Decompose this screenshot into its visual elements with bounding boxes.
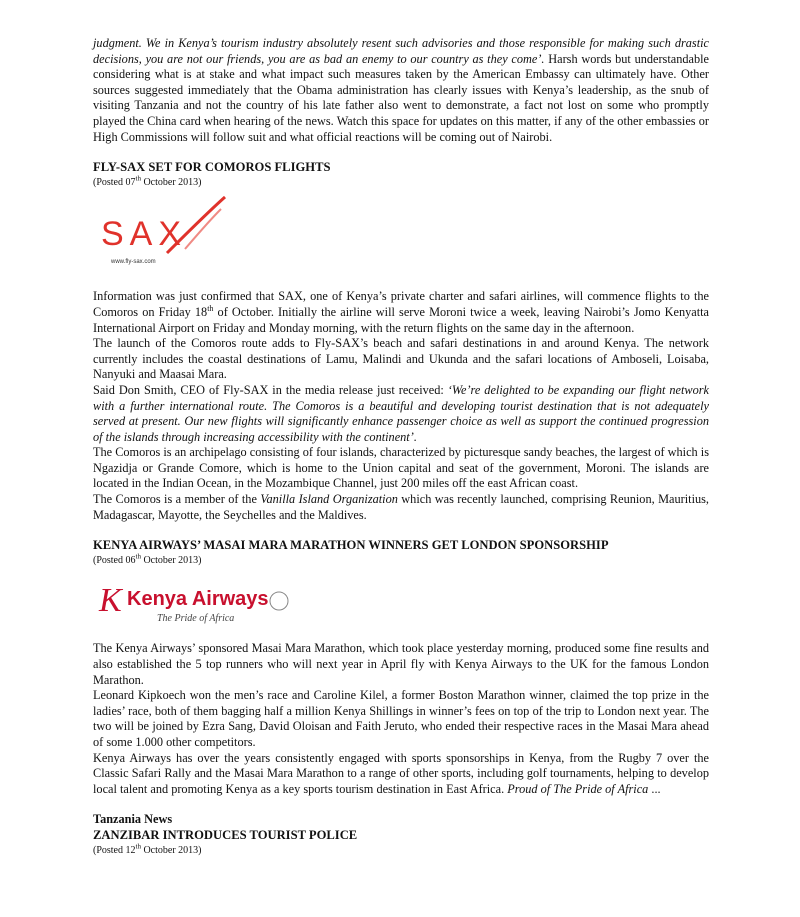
sax-paragraph-2: The launch of the Comoros route adds to Fly-SAX’s beach and safari destinations in and around Kenya. The network currently includes the coastal destinations of Lamu, Malindi and Ukunda and the safari locations of Amboseli, Loisaba, Nanyuki and Maasai Mara. (93, 336, 709, 382)
sax-logo-url: www.fly-sax.com (111, 258, 156, 265)
kq-paragraph-1: The Kenya Airways’ sponsored Masai Mara Marathon, which took place yesterday morning, produced some fine results and also established the 5 top runners who will next year in April fly with Kenya Airways to the UK for the famous London Marathon. (93, 641, 709, 687)
kq-logo-text: Kenya Airways (127, 587, 269, 610)
tz-posted-date: (Posted 12th October 2013) (93, 842, 202, 856)
sax-logo (97, 193, 227, 273)
kq-paragraph-3: Kenya Airways has over the years consistently engaged with sports sponsorships in Kenya, from the Rugby 7 over the Classic Safari Rally and the Masai Mara Marathon to a range of other sports, including golf tournaments, helping to develop local talent and promoting Kenya as a key sports tourism destination in East Africa. Proud of The Pride of Africa ... (93, 750, 709, 796)
skyteam-icon (270, 592, 288, 610)
sax-logo-text: SAX (101, 214, 188, 253)
sax-paragraph-5: The Comoros is a member of the Vanilla Island Organization which was recently launched, comprising Reunion, Mauritius, Madagascar, Mayotte, the Seychelles and the Maldives. (93, 492, 709, 522)
intro-paragraph (93, 36, 709, 145)
kq-paragraph-2: Leonard Kipkoech won the men’s race and Caroline Kilel, a former Boston Marathon winner, claimed the top prize in the ladies’ race, both of them bagging half a million Kenya Shillings in winner’s fees on top of the trip to London next year. The two will be joined by Ezra Sang, David Oloisan and Faith Jeruto, who ended their respective races in the Masai Mara ahead of some 1.000 other competitors. (93, 688, 709, 749)
kq-logo-tagline: The Pride of Africa (157, 612, 235, 624)
sax-posted-date: (Posted 07th October 2013) (93, 174, 202, 188)
kq-headline: KENYA AIRWAYS’ MASAI MARA MARATHON WINNERS GET LONDON SPONSORSHIP (93, 538, 609, 553)
kenya-airways-logo (97, 577, 297, 625)
tanzania-section-label: Tanzania News (93, 812, 173, 827)
sax-paragraph-3: Said Don Smith, CEO of Fly-SAX in the media release just received: ‘We’re delighted to be expanding our flight network with a further international route. The Comoros is a beautiful and developing tourist destination that is not adequately served at present. Our new flights will significantly enhance passenger choice as well as support the continued progression of the islands through increasing accessibility with the continent’. (93, 382, 709, 444)
kq-posted-date: (Posted 06th October 2013) (93, 552, 202, 566)
sax-headline: FLY-SAX SET FOR COMOROS FLIGHTS (93, 160, 331, 175)
sax-paragraph-1: Information was just confirmed that SAX, one of Kenya’s private charter and safari airlines, will commence flights to the Comoros on Friday 18th of October. Initially the airline will serve Moroni twice a week, leaving Nairobi’s Jomo Kenyatta International Airport on Friday and Monday morning, with the return flights on the same day in the afternoon. (93, 289, 709, 335)
sax-paragraph-4: The Comoros is an archipelago consisting of four islands, characterized by picturesque sandy beaches, the largest of which is Ngazidja or Grande Comore, which is home to the Union capital and seat of the government, Moroni. The islands are located in the Indian Ocean, in the Mozambique Channel, just 200 miles off the east African coast. (93, 445, 709, 491)
intro-quote: judgment. We in Kenya’s tourism industry absolutely resent such advisories and those responsible for making such drastic decisions, you are not our friends, you are as bad an enemy to our country as they come’. (93, 36, 709, 66)
intro-text: Harsh words but understandable considering what is at stake and what impact such measures taken by the American Embassy can ultimately have. Other sources suggested immediately that the Obama administration has clearly issues with Kenya’s leadership, as the snub of visiting Tanzania and not the country of his late father also went to demonstrate, a fact not lost on some who promptly played the China card when hearing of the news. Watch this space for updates on this matter, if any of the other embassies or High Commissions will follow suit and what official reactions will be coming out of Nairobi. (93, 51, 709, 144)
document-page (93, 36, 709, 857)
tz-headline: ZANZIBAR INTRODUCES TOURIST POLICE (93, 827, 358, 842)
kq-logo-mark: K (99, 581, 122, 619)
